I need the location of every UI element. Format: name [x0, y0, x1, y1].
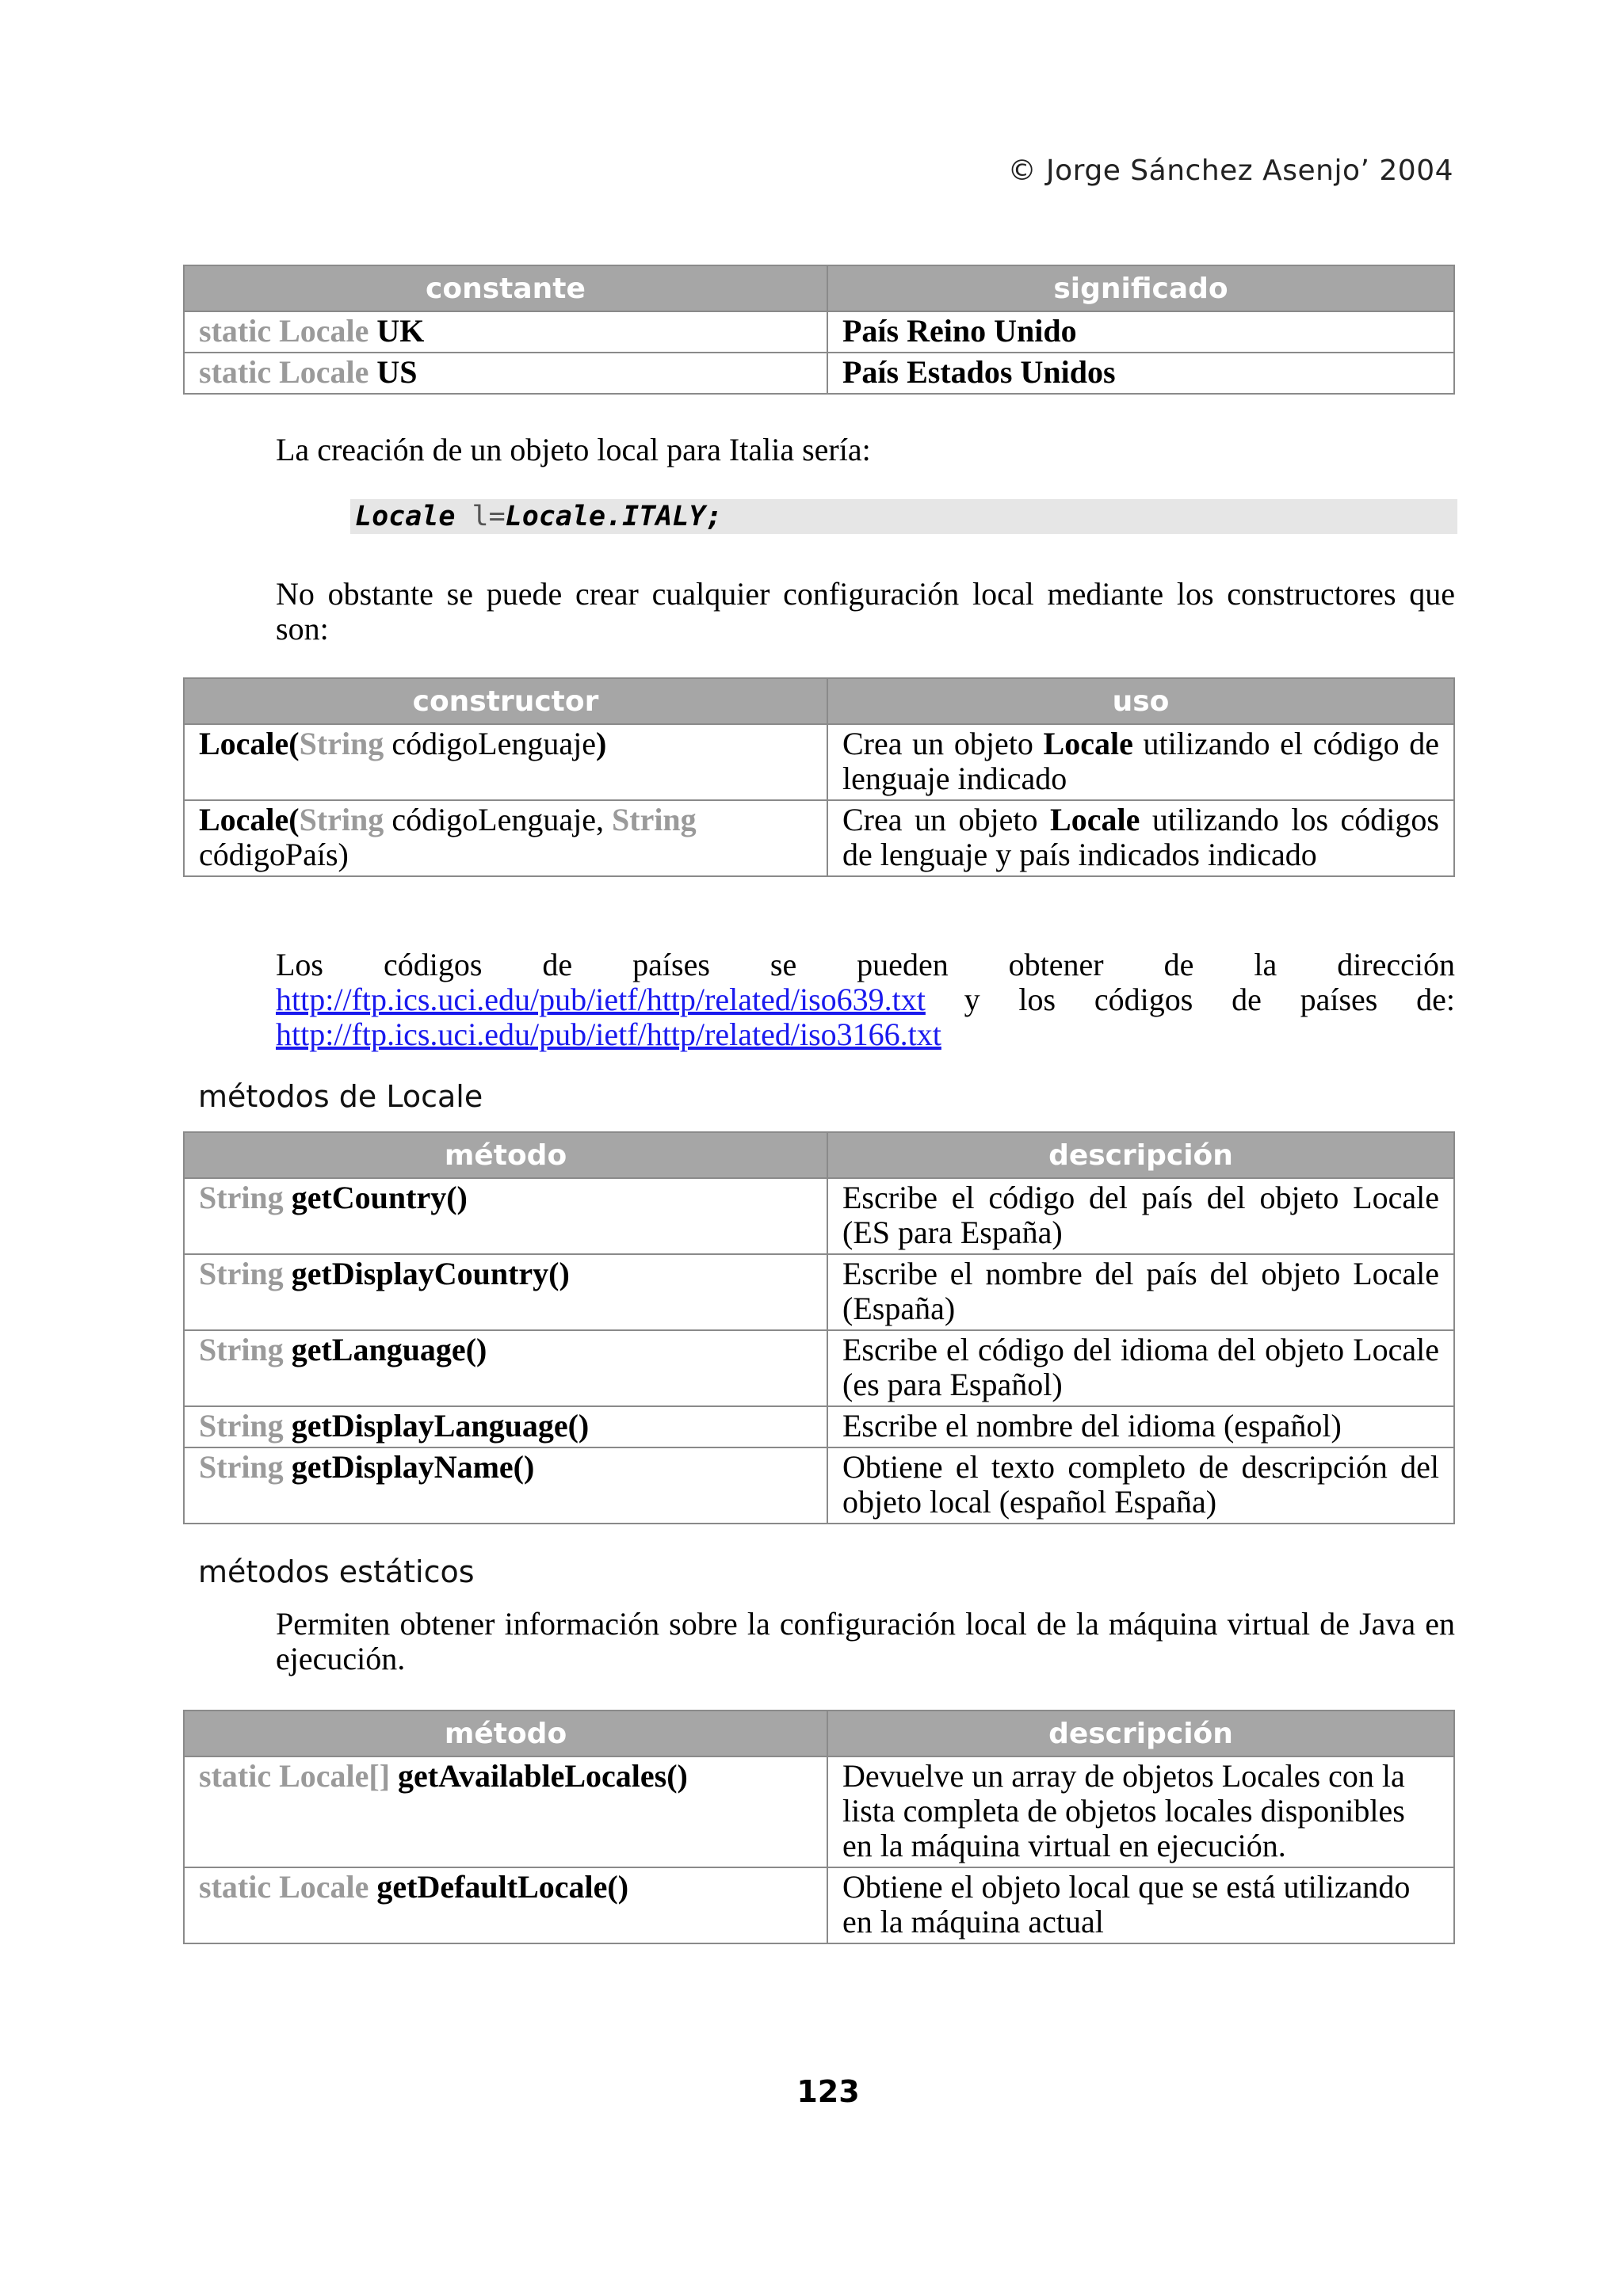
usage-text: Crea un objeto: [842, 726, 1044, 761]
constant-name: UK: [376, 313, 425, 349]
table-row: [184, 353, 1454, 394]
table-header-row: [184, 1711, 1454, 1756]
section-heading-metodos: métodos de Locale: [198, 1079, 483, 1114]
param-type: String: [299, 726, 384, 761]
paragraph-constructores: No obstante se puede crear cualquier configuración local mediante los constructores que son:: [276, 576, 1455, 646]
paragraph-italia: La creación de un objeto local para Italia sería:: [276, 432, 871, 467]
constant-cell: [184, 311, 827, 353]
meaning-cell: País Reino Unido: [827, 311, 1454, 353]
method-cell: [184, 1756, 827, 1867]
paragraph-text: y los códigos de países de:: [925, 982, 1455, 1017]
method-name: getLanguage(): [291, 1332, 487, 1367]
type-label: static Locale: [199, 313, 369, 349]
return-type: String: [199, 1332, 284, 1367]
method-name: getDefaultLocale(): [376, 1869, 629, 1905]
description-cell: Obtiene el objeto local que se está utilizando en la máquina actual: [827, 1867, 1454, 1943]
method-cell: [184, 1178, 827, 1254]
usage-cell: [827, 800, 1454, 876]
description-cell: Escribe el código del idioma del objeto Locale (es para Español): [827, 1330, 1454, 1406]
param-name: códigoLenguaje: [384, 726, 596, 761]
table-row: [184, 311, 1454, 353]
usage-text: utilizando el código de lenguaje indicado: [842, 726, 1439, 796]
column-header: método: [184, 1132, 827, 1178]
methods-table: [183, 1131, 1455, 1524]
paragraph-text: Los códigos de países se pueden obtener de la dirección: [276, 947, 1455, 982]
description-cell: Obtiene el texto completo de descripción del objeto local (español España): [827, 1447, 1454, 1524]
method-name: getAvailableLocales(): [398, 1758, 688, 1794]
table-row: [184, 1867, 1454, 1943]
column-header: método: [184, 1711, 827, 1756]
column-header: constructor: [184, 678, 827, 724]
usage-cell: [827, 724, 1454, 800]
column-header: uso: [827, 678, 1454, 724]
constructors-table: [183, 677, 1455, 877]
constructor-close: ): [596, 726, 607, 761]
param-type: String: [299, 802, 384, 837]
paragraph-codigos: [276, 948, 1455, 1052]
type-label: static Locale: [199, 354, 369, 390]
constructor-cell: [184, 724, 827, 800]
column-header: constante: [184, 265, 827, 311]
param-type: String: [612, 802, 697, 837]
method-cell: [184, 1447, 827, 1524]
method-cell: [184, 1867, 827, 1943]
table-row: [184, 1178, 1454, 1254]
constants-table: [183, 265, 1455, 395]
method-cell: [184, 1254, 827, 1330]
table-row: [184, 1756, 1454, 1867]
usage-class: Locale: [1043, 726, 1133, 761]
method-name: getDisplayName(): [291, 1449, 535, 1485]
description-cell: Escribe el nombre del idioma (español): [827, 1406, 1454, 1447]
method-cell: [184, 1406, 827, 1447]
column-header: descripción: [827, 1711, 1454, 1756]
constructor-name: Locale(: [199, 802, 300, 837]
method-cell: [184, 1330, 827, 1406]
usage-text: utilizando los códigos de lenguaje y país indicados indicado: [842, 802, 1439, 872]
table-row: [184, 1254, 1454, 1330]
return-type: String: [199, 1180, 284, 1215]
code-variable: l=: [455, 501, 506, 532]
param-name: códigoPaís): [199, 837, 349, 872]
paragraph-estaticos: Permiten obtener información sobre la configuración local de la máquina virtual de Java en ejecución.: [276, 1606, 1455, 1676]
table-row: [184, 1447, 1454, 1524]
param-name: códigoLenguaje,: [384, 802, 612, 837]
code-block: [350, 499, 1457, 534]
static-methods-table: [183, 1710, 1455, 1944]
table-header-row: [184, 265, 1454, 311]
usage-text: Crea un objeto: [842, 802, 1051, 837]
return-type: String: [199, 1449, 284, 1485]
constant-cell: [184, 353, 827, 394]
column-header: significado: [827, 265, 1454, 311]
table-row: [184, 1406, 1454, 1447]
return-type: static Locale: [199, 1869, 369, 1905]
table-row: [184, 800, 1454, 876]
code-type: Locale: [355, 501, 456, 532]
table-row: [184, 1330, 1454, 1406]
code-expression: Locale.ITALY;: [505, 501, 723, 532]
description-cell: Escribe el código del país del objeto Locale (ES para España): [827, 1178, 1454, 1254]
meaning-cell: País Estados Unidos: [827, 353, 1454, 394]
constructor-cell: [184, 800, 827, 876]
description-cell: Escribe el nombre del país del objeto Locale (España): [827, 1254, 1454, 1330]
iso3166-link[interactable]: http://ftp.ics.uci.edu/pub/ietf/http/related/iso3166.txt: [276, 1016, 941, 1052]
description-cell: Devuelve un array de objetos Locales con la lista completa de objetos locales disponibles en la máquina virtual en ejecución.: [827, 1756, 1454, 1867]
return-type: static Locale[]: [199, 1758, 391, 1794]
method-name: getDisplayLanguage(): [291, 1408, 590, 1444]
iso639-link[interactable]: http://ftp.ics.uci.edu/pub/ietf/http/related/iso639.txt: [276, 982, 926, 1017]
page-header-copyright: © Jorge Sánchez Asenjo’ 2004: [1007, 154, 1453, 187]
table-header-row: [184, 1132, 1454, 1178]
page-number: 123: [796, 2074, 860, 2109]
return-type: String: [199, 1256, 284, 1291]
section-heading-estaticos: métodos estáticos: [198, 1554, 475, 1589]
return-type: String: [199, 1408, 284, 1444]
column-header: descripción: [827, 1132, 1454, 1178]
table-header-row: [184, 678, 1454, 724]
table-row: [184, 724, 1454, 800]
method-name: getCountry(): [291, 1180, 468, 1215]
method-name: getDisplayCountry(): [291, 1256, 570, 1291]
usage-class: Locale: [1050, 802, 1140, 837]
constant-name: US: [376, 354, 418, 390]
constructor-name: Locale(: [199, 726, 300, 761]
